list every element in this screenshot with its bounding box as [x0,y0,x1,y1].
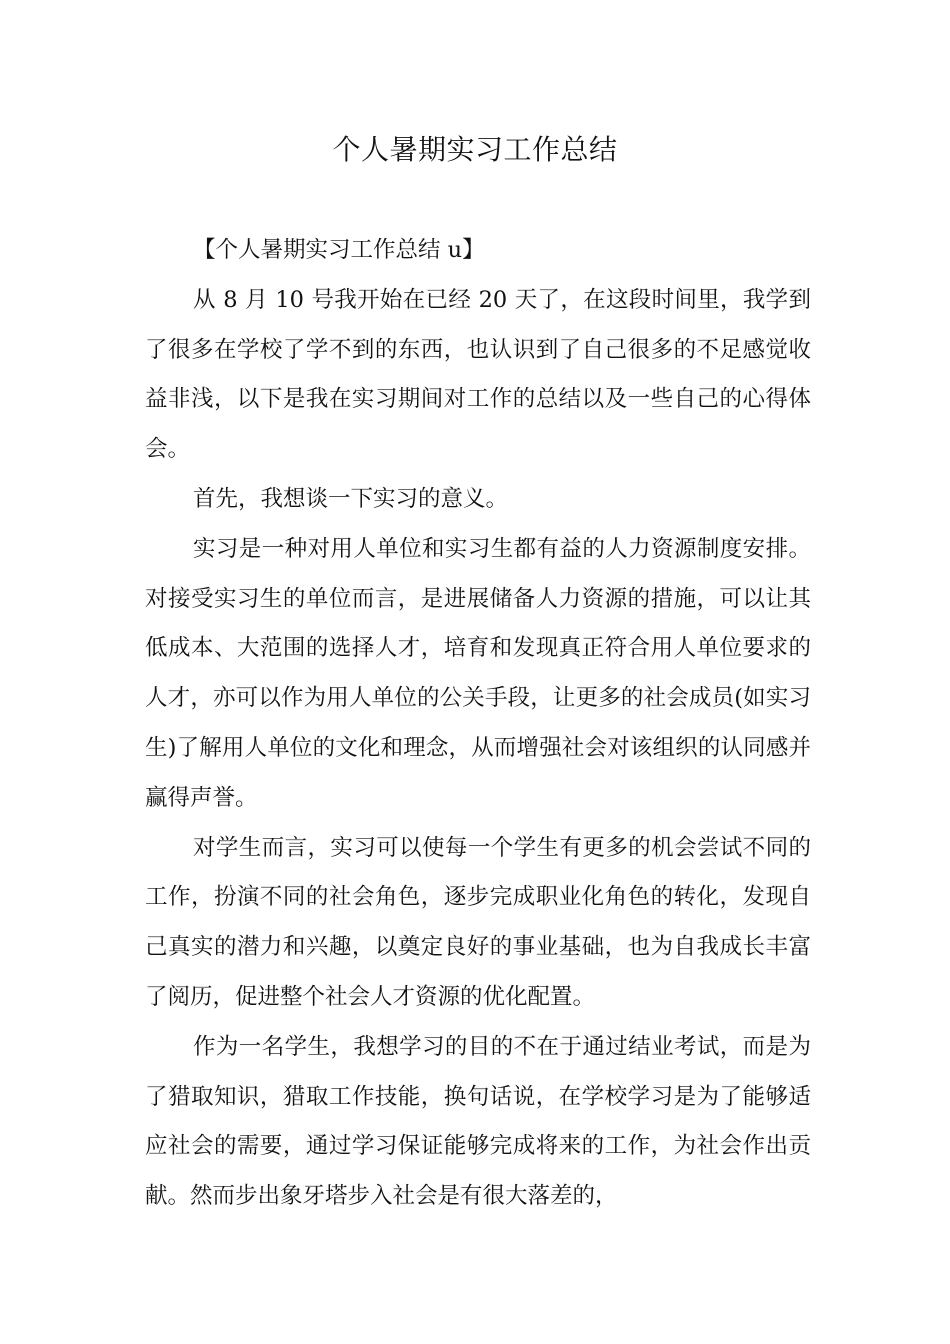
paragraph-heading: 【个人暑期实习工作总结 u】 [193,237,485,263]
paragraph-employer: 实习是一种对用人单位和实习生都有益的人力资源制度安排。对接受实习生的单位而言，是进展储备人力资源的措施，可以让其低成本、大范围的选择人才，培育和发现真正符合用人单位要求的人才，亦可以作为用人单位的公关手段，让更多的社会成员(如实习生)了解用人单位的文化和理念，从而增强社会对该组织的认同感并赢得声誉。 [145,535,811,811]
paragraph-intro: 从 8 月 10 号我开始在已经 20 天了，在这段时间里，我学到了很多在学校了学不到的东西，也认识到了自己很多的不足感觉收益非浅，以下是我在实习期间对工作的总结以及一些自己的心得体会。 [145,286,811,463]
paragraph-purpose: 作为一名学生，我想学习的目的不在于通过结业考试，而是为了猎取知识，猎取工作技能，换句话说，在学校学习是为了能够适应社会的需要，通过学习保证能够完成将来的工作，为社会作出贡献。然而步出象牙塔步入社会是有很大落差的， [145,1033,811,1210]
paragraph-meaning: 首先，我想谈一下实习的意义。 [193,485,509,512]
document-body [145,226,811,1222]
document-title: 个人暑期实习工作总结 [332,133,618,166]
paragraph-student: 对学生而言，实习可以使每一个学生有更多的机会尝试不同的工作，扮演不同的社会角色，逐步完成职业化角色的转化，发现自己真实的潜力和兴趣，以奠定良好的事业基础，也为自我成长丰富了阅历，促进整个社会人才资源的优化配置。 [145,834,811,1010]
